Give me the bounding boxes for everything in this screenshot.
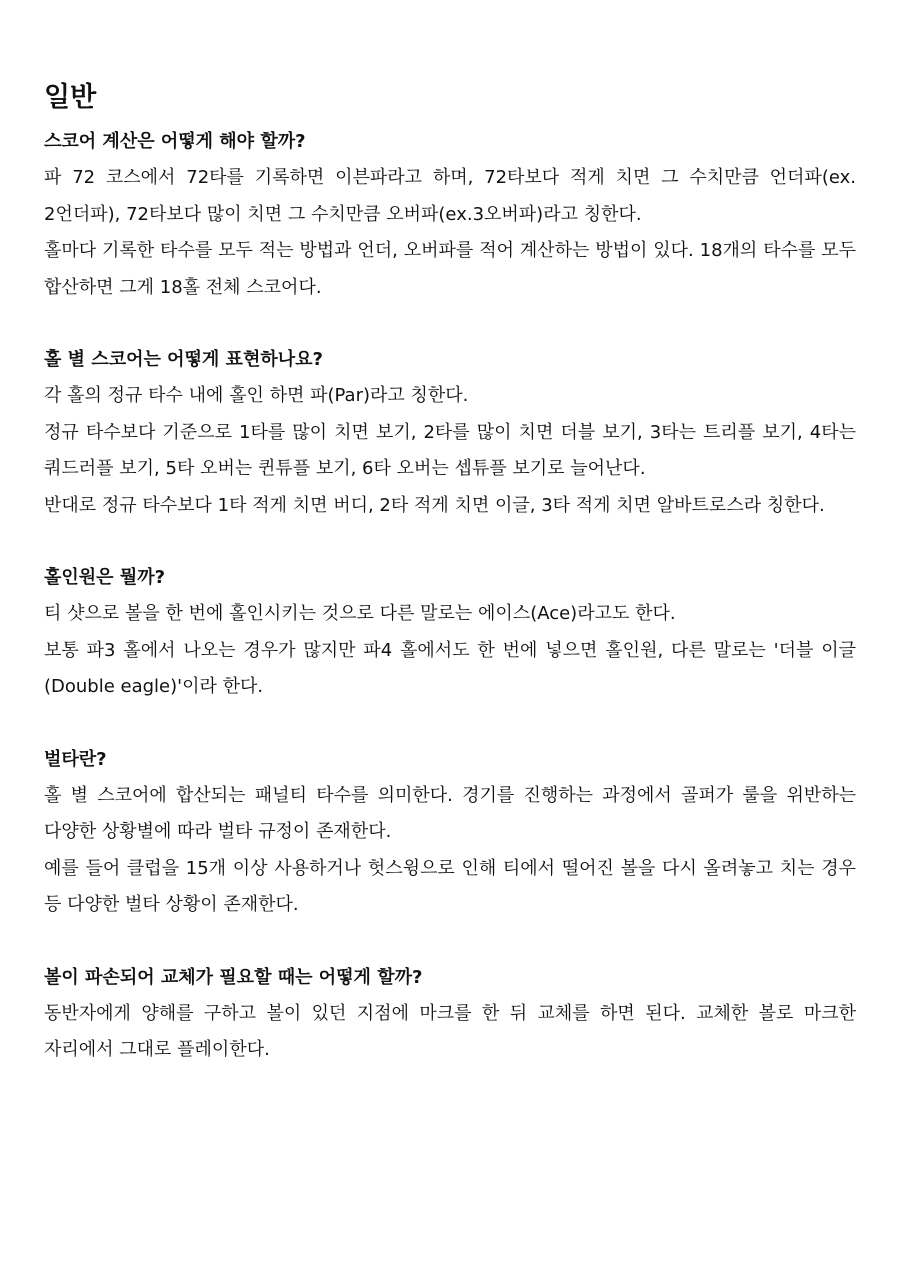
section-heading: 벌타란? <box>44 748 107 770</box>
paragraph: 동반자에게 양해를 구하고 볼이 있던 지점에 마크를 한 뒤 교체를 하면 된다. 교체한 볼로 마크한 자리에서 그대로 플레이한다. <box>44 1002 856 1060</box>
section-score-calculation <box>44 124 856 306</box>
paragraph: 파 72 코스에서 72타를 기록하면 이븐파라고 하며, 72타보다 적게 치면 그 수치만큼 언더파(ex. 2언더파), 72타보다 많이 치면 그 수치만큼 오버파(ex.3오버파)라고 칭한다. <box>44 167 856 225</box>
document-page <box>44 78 856 1105</box>
section-hole-score-terms <box>44 342 856 524</box>
paragraph: 정규 타수보다 기준으로 1타를 많이 치면 보기, 2타를 많이 치면 더블 보기, 3타는 트리플 보기, 4타는 쿼드러플 보기, 5타 오버는 퀸튜플 보기, 6타 오버는 셉튜플 보기로 늘어난다. <box>44 421 856 479</box>
paragraph: 반대로 정규 타수보다 1타 적게 치면 버디, 2타 적게 치면 이글, 3타 적게 치면 알바트로스라 칭한다. <box>44 494 825 516</box>
paragraph: 홀 별 스코어에 합산되는 패널티 타수를 의미한다. 경기를 진행하는 과정에서 골퍼가 룰을 위반하는 다양한 상황별에 따라 벌타 규정이 존재한다. <box>44 784 856 842</box>
paragraph: 예를 들어 클럽을 15개 이상 사용하거나 헛스윙으로 인해 티에서 떨어진 볼을 다시 올려놓고 치는 경우 등 다양한 벌타 상황이 존재한다. <box>44 857 856 915</box>
paragraph: 보통 파3 홀에서 나오는 경우가 많지만 파4 홀에서도 한 번에 넣으면 홀인원, 다른 말로는 '더블 이글(Double eagle)'이라 한다. <box>44 639 856 697</box>
page-title: 일반 <box>44 82 97 113</box>
section-hole-in-one <box>44 560 856 706</box>
section-ball-replacement <box>44 960 856 1069</box>
paragraph: 홀마다 기록한 타수를 모두 적는 방법과 언더, 오버파를 적어 계산하는 방법이 있다. 18개의 타수를 모두 합산하면 그게 18홀 전체 스코어다. <box>44 240 856 298</box>
section-heading: 홀인원은 뭘까? <box>44 567 166 588</box>
section-penalty-stroke <box>44 742 856 924</box>
section-heading: 볼이 파손되어 교체가 필요할 때는 어떻게 할까? <box>44 966 423 988</box>
section-heading: 홀 별 스코어는 어떻게 표현하나요? <box>44 349 323 370</box>
paragraph: 티 샷으로 볼을 한 번에 홀인시키는 것으로 다른 말로는 에이스(Ace)라고도 한다. <box>44 603 676 624</box>
paragraph: 각 홀의 정규 타수 내에 홀인 하면 파(Par)라고 칭한다. <box>44 385 469 406</box>
section-heading: 스코어 계산은 어떻게 해야 할까? <box>44 131 306 152</box>
